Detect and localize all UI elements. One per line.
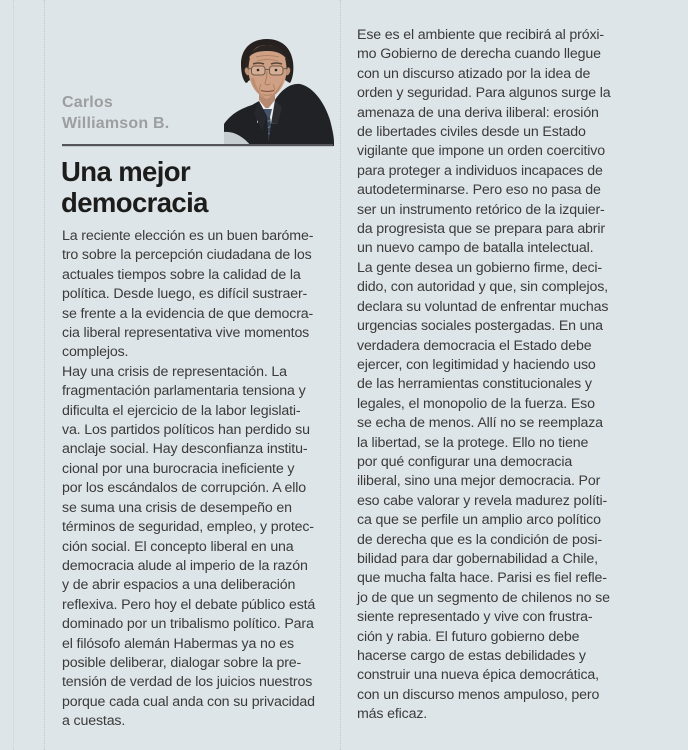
text-line: con un discurso menos ampuloso, pero bbox=[357, 686, 600, 703]
text-line: Hay una crisis de representación. La bbox=[62, 363, 287, 380]
text-line: por los escándalos de corrupción. A ello bbox=[62, 480, 307, 497]
text-line: se echa de menos. Allí no se reemplaza bbox=[357, 415, 603, 432]
text-line: más eficaz. bbox=[357, 706, 428, 723]
text-line: amenaza de una deriva iliberal: erosión bbox=[357, 104, 599, 121]
text-line: actuales tiempos sobre la calidad de la bbox=[62, 266, 301, 283]
text-line: democracia alude al imperio de la razón bbox=[62, 557, 308, 574]
text-line: con un discurso atizado por la idea de bbox=[357, 65, 591, 82]
text-line: va. Los partidos políticos han perdido su bbox=[62, 422, 310, 439]
text-line: se suma una crisis de desempeño en bbox=[62, 499, 292, 516]
text-line: Williamson B. bbox=[62, 115, 170, 132]
text-line: de las herramientas constitucionales y bbox=[357, 376, 592, 393]
text-line: La gente desea un gobierno firme, deci- bbox=[357, 259, 602, 276]
text-line: verdadera democracia el Estado debe bbox=[357, 337, 592, 354]
text-line: el filósofo alemán Habermas ya no es bbox=[62, 635, 294, 652]
text-line: de libertades civiles desde un Estado bbox=[357, 124, 586, 141]
text-line: la libertad, se la protege. Ello no tiene bbox=[357, 434, 589, 451]
text-line: dido, con autoridad y que, sin complejos, bbox=[357, 279, 608, 296]
text-line: Carlos bbox=[62, 94, 113, 111]
text-line: siente representado y vive con frustra- bbox=[357, 609, 593, 626]
text-line: vigilante que impone un orden coercitivo bbox=[357, 143, 605, 160]
text-line: complejos. bbox=[62, 344, 129, 361]
text-line: tensión de verdad de los juicios nuestros bbox=[62, 674, 313, 691]
grid-divider-left-inner bbox=[44, 0, 45, 750]
text-line: por qué configurar una democracia bbox=[357, 453, 573, 470]
text-line: para proteger a individuos incapaces de bbox=[357, 162, 603, 179]
text-line: orden y seguridad. Para algunos surge la bbox=[357, 85, 611, 102]
text-line: reflexiva. Pero hoy el debate público está bbox=[62, 596, 316, 613]
text-line: anclaje social. Hay desconfianza institu- bbox=[62, 441, 308, 458]
article-body-column-1 bbox=[62, 227, 334, 732]
text-line: ción y rabia. El futuro gobierno debe bbox=[357, 628, 580, 645]
text-line: política. Desde luego, es difícil sustraer- bbox=[62, 286, 308, 303]
text-line: fragmentación parlamentaria tensiona y bbox=[62, 383, 306, 400]
text-line: jo de que un segmento de chilenos no se bbox=[357, 589, 610, 606]
text-line: hacerse cargo de estas debilidades y bbox=[357, 648, 586, 664]
text-line: a cuestas. bbox=[62, 713, 126, 730]
text-line: se frente a la evidencia de que democra- bbox=[62, 305, 314, 322]
text-line: cional por una burocracia ineficiente y bbox=[62, 460, 295, 477]
text-line: ser un instrumento retórico de la izquier- bbox=[357, 201, 605, 218]
text-line: iliberal, sino una mejor democracia. Por bbox=[357, 473, 601, 490]
author-byline bbox=[62, 92, 169, 134]
author-photo bbox=[224, 38, 334, 146]
text-line: declara su voluntad de enfrentar muchas bbox=[357, 298, 609, 315]
byline-rule bbox=[62, 144, 333, 147]
text-line: un nuevo campo de batalla intelectual. bbox=[357, 240, 594, 257]
text-line: porque cada cual anda con su privacidad bbox=[62, 693, 315, 710]
column-divider bbox=[340, 0, 341, 750]
article-body-column-2 bbox=[357, 26, 633, 725]
text-line: construir una nueva épica democrática, bbox=[357, 667, 599, 684]
text-line: dominado por un tribalismo político. Para bbox=[62, 616, 314, 633]
text-line: Una mejor bbox=[61, 156, 191, 187]
text-line: La reciente elección es un buen baróme- bbox=[62, 228, 314, 244]
text-line: bilidad para dar gobernabilidad a Chile, bbox=[357, 550, 598, 567]
text-line: democracia bbox=[61, 187, 208, 218]
text-line: ca que se perfile un amplio arco político bbox=[357, 512, 601, 529]
text-line: posible deliberar, dialogar sobre la pre- bbox=[62, 654, 302, 671]
text-line: tro sobre la percepción ciudadana de los bbox=[62, 247, 312, 264]
text-line: mo Gobierno de derecha cuando llegue bbox=[357, 46, 601, 63]
text-line: y de abrir espacios a una deliberación bbox=[62, 577, 296, 594]
text-line: urgencias sociales postergadas. En una bbox=[357, 318, 603, 335]
text-line: que mucha falta hace. Parisi es fiel refle- bbox=[357, 570, 607, 587]
text-line: da progresista que se prepara para abrir bbox=[357, 221, 605, 238]
author-portrait-illustration bbox=[224, 38, 334, 146]
text-line: Ese es el ambiente que recibirá al próxi- bbox=[357, 27, 604, 43]
text-line: cia liberal representativa vive momentos bbox=[62, 325, 310, 342]
text-line: legales, el monopolio de la fuerza. Eso bbox=[357, 395, 595, 412]
text-line: de derecha que es la condición de posi- bbox=[357, 531, 602, 548]
text-line: eso cabe valorar y revela madurez políti- bbox=[357, 492, 608, 509]
text-line: dificulta el ejercicio de la labor legislati- bbox=[62, 402, 301, 419]
article-title bbox=[61, 156, 208, 218]
text-line: autodeterminarse. Pero eso no pasa de bbox=[357, 182, 601, 199]
grid-divider-left-outer bbox=[13, 0, 14, 750]
text-line: términos de seguridad, empleo, y protec- bbox=[62, 519, 314, 536]
text-line: ción social. El concepto liberal en una bbox=[62, 538, 294, 555]
text-line: ejercer, con legitimidad y haciendo uso bbox=[357, 356, 596, 373]
